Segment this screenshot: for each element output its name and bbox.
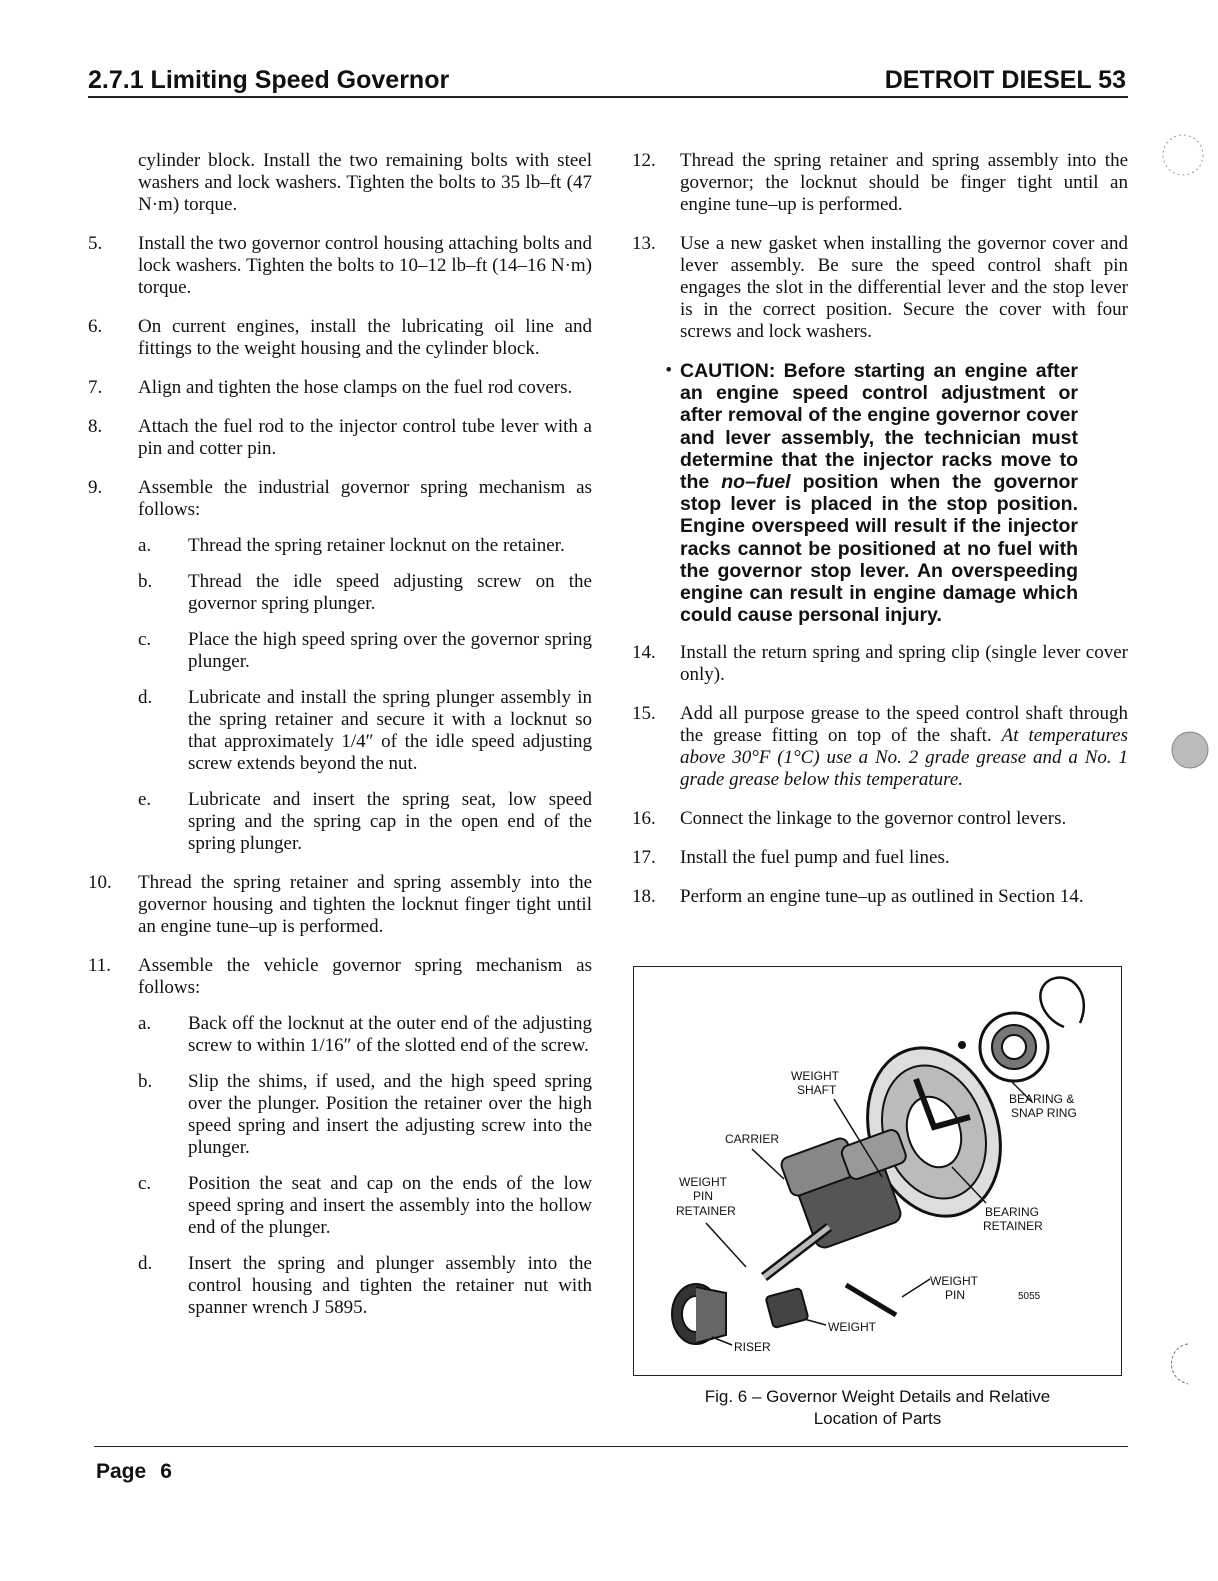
leader-wpin [902, 1279, 930, 1297]
step-number: 17. [632, 847, 656, 869]
step-text: Attach the fuel rod to the injector control tube lever with a pin and cotter pin. [138, 416, 592, 459]
step-number: 11. [88, 955, 112, 976]
page-footer [96, 1460, 172, 1484]
step-number: 15. [632, 703, 656, 725]
step-text: Install the return spring and spring clip (single lever cover only). [680, 642, 1128, 686]
substep-9a [138, 535, 592, 557]
substep-text: Thread the idle speed adjusting screw on the governor spring plunger. [188, 571, 592, 614]
step-text: Install the two governor control housing attaching bolts and lock washers. Tighten the bolts to 10–12 lb–ft (14–16 N·m) torque. [138, 233, 592, 298]
continuation-text: cylinder block. Install the two remaining bolts with steel washers and lock washers. Tighten the bolts to 35 lb–ft (47 N·m) torque. [138, 150, 592, 215]
step-10 [88, 872, 592, 938]
bullet-icon: • [665, 360, 672, 381]
figure-code: 5055 [1018, 1291, 1041, 1302]
step-number: 13. [632, 233, 656, 254]
no-fuel-emphasis: no–fuel [721, 471, 791, 494]
substep-text: Thread the spring retainer locknut on the retainer. [188, 535, 565, 556]
substep-letter: b. [138, 571, 153, 592]
figure-caption: Fig. 6 – Governor Weight Details and Relative Location of Parts [704, 1387, 1051, 1428]
substep-9c [138, 629, 592, 673]
substep-9d [138, 687, 592, 775]
substep-text: Place the high speed spring over the governor spring plunger. [188, 629, 592, 672]
step-9 [88, 477, 592, 855]
label-weight-shaft: WEIGHT [791, 1069, 839, 1083]
left-column [88, 150, 592, 1336]
riser-part [672, 1284, 726, 1344]
snap-ring-part [1040, 978, 1083, 1027]
step-8 [88, 416, 592, 460]
step-18 [632, 886, 1128, 908]
substep-text: Back off the locknut at the outer end of the adjusting screw to within 1/16″ of the slotted end of the screw. [188, 1013, 592, 1056]
binder-hole-mark [1158, 1338, 1208, 1390]
caution-text: CAUTION: Before starting an engine after an engine speed control adjustment or after removal of the engine governor cover and lever assembly, the technician must determine that the injector racks move to the no–fuel position when the governor stop lever is placed in the stop position. Engine overspeed will result if the injector racks cannot be positioned at no fuel with the governor stop lever. An overspeeding engine can result in engine damage which could cause personal injury. [680, 360, 1078, 627]
leader-wpr [706, 1223, 746, 1267]
substep-11b [138, 1071, 592, 1159]
step-5 [88, 233, 592, 299]
substep-letter: c. [138, 629, 152, 650]
label-bearing-retainer: RETAINER [983, 1219, 1043, 1233]
substep-text: Position the seat and cap on the ends of the low speed spring and insert the assembly into the hollow end of the plunger. [188, 1173, 592, 1238]
leader-carrier [752, 1149, 784, 1179]
step-13 [632, 233, 1128, 343]
substep-letter: b. [138, 1071, 153, 1092]
step-text: Assemble the vehicle governor spring mechanism as follows: [138, 955, 592, 998]
step-number: 8. [88, 416, 103, 437]
substep-11d [138, 1253, 592, 1319]
carrier-assembly [764, 1128, 908, 1277]
label-weight-pin: WEIGHT [930, 1274, 978, 1288]
step-number: 9. [88, 477, 103, 498]
substep-letter: c. [138, 1173, 152, 1194]
step-text: Connect the linkage to the governor control levers. [680, 808, 1067, 830]
substep-letter: e. [138, 789, 152, 810]
substep-11a [138, 1013, 592, 1057]
step-17 [632, 847, 1128, 869]
substep-9e [138, 789, 592, 855]
page-label: Page [96, 1460, 147, 1483]
substep-text: Slip the shims, if used, and the high speed spring over the plunger. Position the retainer over the high speed spring and insert the adjusting screw into the plunger. [188, 1071, 592, 1158]
label-riser: RISER [734, 1340, 771, 1354]
substep-letter: d. [138, 687, 153, 708]
weight-pin-part [846, 1285, 896, 1315]
substep-letter: a. [138, 535, 152, 556]
step-number: 7. [88, 377, 103, 398]
small-ball-part [958, 1041, 966, 1049]
leader-weight [804, 1319, 826, 1325]
label-weight: WEIGHT [828, 1320, 876, 1334]
step-number: 10. [88, 872, 112, 893]
step-number: 12. [632, 150, 656, 171]
exploded-parts-drawing [634, 967, 1123, 1377]
temperature-note: At temperatures above 30°F (1°C) use a No. 2 grade grease and a No. 1 grade grease below this temperature. [680, 725, 1128, 791]
binder-hole-mark [1168, 728, 1212, 772]
label-weight-pin-retainer: PIN [693, 1189, 714, 1203]
step-number: 14. [632, 642, 656, 664]
label-weight-pin: PIN [945, 1288, 966, 1302]
right-column [632, 150, 1128, 925]
label-weight-pin-retainer: WEIGHT [679, 1175, 727, 1189]
step-text: Perform an engine tune–up as outlined in Section 14. [680, 886, 1084, 908]
governor-weight-figure [633, 966, 1122, 1376]
step-text: Assemble the industrial governor spring mechanism as follows: [138, 477, 592, 520]
header-rule [88, 96, 1128, 98]
step-text: Use a new gasket when installing the governor cover and lever assembly. Be sure the speed control shaft pin engages the slot in the differential lever and the stop lever is in the correct position. Secure the cover with four screws and lock washers. [680, 233, 1128, 342]
step-number: 16. [632, 808, 656, 830]
label-carrier: CARRIER [725, 1132, 780, 1146]
step-text: Thread the spring retainer and spring assembly into the governor; the locknut should be finger tight until an engine tune–up is performed. [680, 150, 1128, 215]
page-number: 6 [160, 1460, 172, 1483]
section-title: 2.7.1 Limiting Speed Governor [88, 66, 450, 94]
substep-letter: a. [138, 1013, 152, 1034]
footer-rule [94, 1446, 1128, 1447]
label-bearing: SNAP RING [1011, 1106, 1077, 1120]
step-7 [88, 377, 592, 399]
step-number: 5. [88, 233, 103, 254]
substep-letter: d. [138, 1253, 153, 1274]
manual-title: DETROIT DIESEL 53 [884, 66, 1126, 94]
step-16 [632, 808, 1128, 830]
step-text: Add all purpose grease to the speed control shaft through the grease fitting on top of the shaft. At temperatures above 30°F (1°C) use a No. 2 grade grease and a No. 1 grade grease below this temperature. [680, 703, 1128, 791]
caution-block [632, 360, 1128, 626]
step-11 [88, 955, 592, 1319]
label-weight-pin-retainer: RETAINER [676, 1204, 736, 1218]
step-text: Thread the spring retainer and spring assembly into the governor housing and tighten the locknut finger tight until an engine tune–up is performed. [138, 872, 592, 937]
step-text: Align and tighten the hose clamps on the fuel rod covers. [138, 377, 573, 398]
step-15 [632, 703, 1128, 791]
step-number: 6. [88, 316, 103, 337]
step-6 [88, 316, 592, 360]
step-12 [632, 150, 1128, 216]
substep-text: Lubricate and install the spring plunger assembly in the spring retainer and secure it with a locknut so that approximately 1/4″ of the idle speed adjusting screw extends beyond the nut. [188, 687, 592, 774]
substep-11c [138, 1173, 592, 1239]
binder-hole-mark [1158, 130, 1208, 180]
label-bearing-retainer: BEARING [985, 1205, 1040, 1219]
step-14 [632, 642, 1128, 686]
substep-text: Insert the spring and plunger assembly into the control housing and tighten the retainer nut with spanner wrench J 5895. [188, 1253, 592, 1318]
label-weight-shaft: SHAFT [797, 1083, 837, 1097]
substep-text: Lubricate and insert the spring seat, low speed spring and the spring cap in the open end of the spring plunger. [188, 789, 592, 854]
label-bearing: BEARING & [1009, 1092, 1075, 1106]
bearing-part [980, 1013, 1048, 1081]
step-text: On current engines, install the lubricating oil line and fittings to the weight housing and the cylinder block. [138, 316, 592, 359]
leader-riser [712, 1337, 732, 1345]
step-text: Install the fuel pump and fuel lines. [680, 847, 950, 869]
substep-9b [138, 571, 592, 615]
step-number: 18. [632, 886, 656, 908]
weight-part [765, 1288, 808, 1328]
